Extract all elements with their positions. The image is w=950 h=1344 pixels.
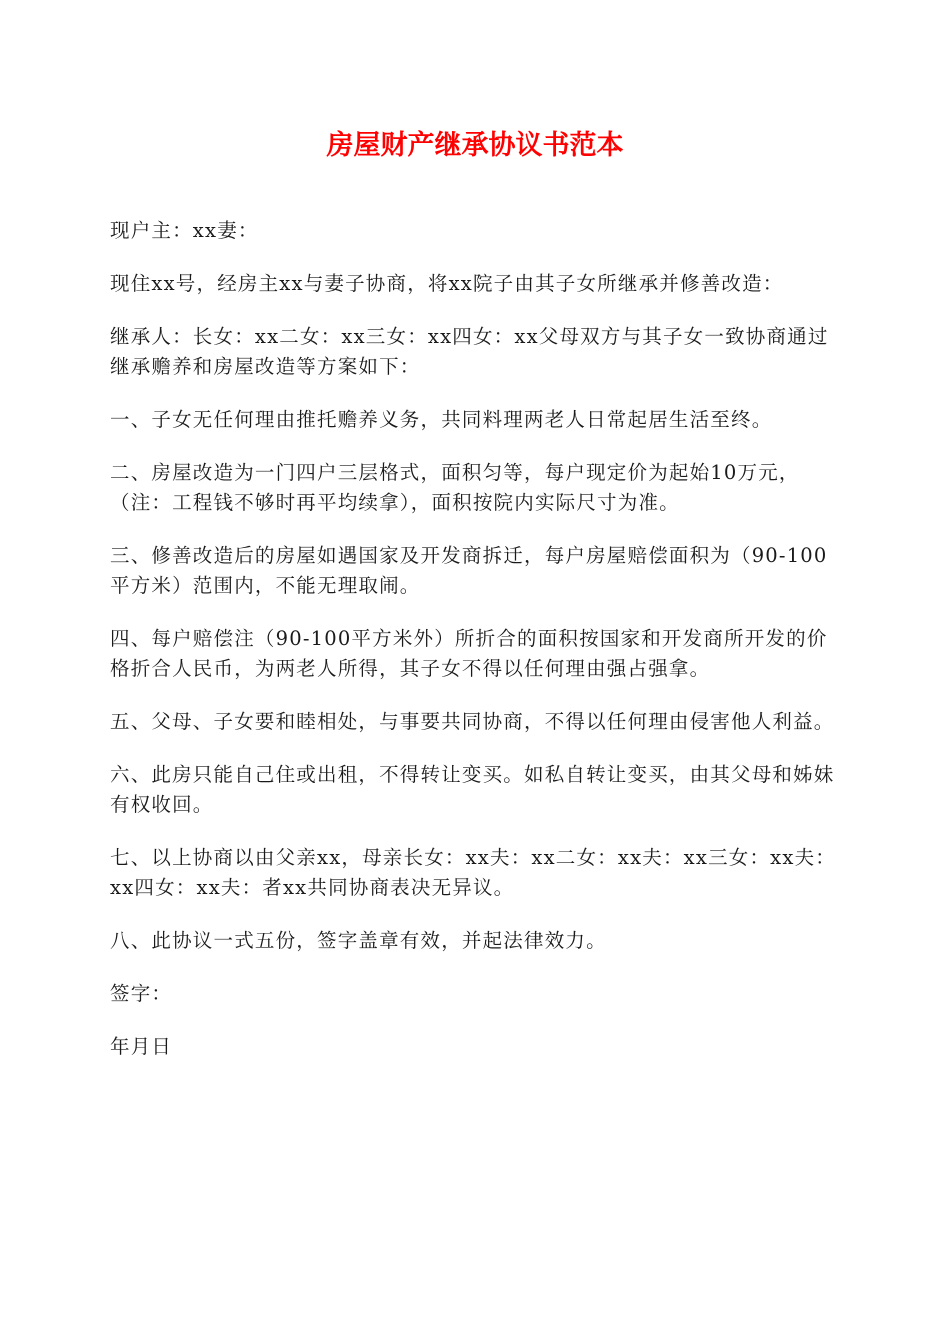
clause-8: 八、此协议一式五份，签字盖章有效，并起法律效力。 <box>110 929 607 952</box>
clause-6: 六、此房只能自己住或出租，不得转让变买。如私自转让变买，由其父母和姊妹有权收回。 <box>110 763 835 816</box>
document-title: 房屋财产继承协议书范本 <box>326 130 624 161</box>
clause-5: 五、父母、子女要和睦相处，与事要共同协商，不得以任何理由侵害他人利益。 <box>110 710 835 733</box>
clause-7: 七、以上协商以由父亲xx，母亲长女：xx夫：xx二女：xx夫：xx三女：xx夫：xx四女：xx夫：者xx共同协商表决无异议。 <box>110 846 836 899</box>
paragraph-residence: 现住xx号，经房主xx与妻子协商，将xx院子由其子女所继承并修善改造： <box>110 272 784 295</box>
clause-2: 二、房屋改造为一门四户三层格式，面积匀等，每户现定价为起始10万元，（注：工程钱不够时再平均续拿），面积按院内实际尺寸为准。 <box>110 461 800 514</box>
paragraph-owner: 现户主：xx妻： <box>110 219 259 242</box>
date-line: 年月日 <box>110 1035 173 1058</box>
document-body <box>110 216 845 1085</box>
paragraph-heirs: 继承人：长女：xx二女：xx三女：xx四女：xx父母双方与其子女一致协商通过继承赡养和房屋改造等方案如下： <box>110 325 829 378</box>
clause-1: 一、子女无任何理由推托赡养义务，共同料理两老人日常起居生活至终。 <box>110 408 773 431</box>
clause-4: 四、每户赔偿注（90-100平方米外）所折合的面积按国家和开发商所开发的价格折合人民币，为两老人所得，其子女不得以任何理由强占强拿。 <box>110 627 828 680</box>
signature-line: 签字： <box>110 982 173 1005</box>
clause-3: 三、修善改造后的房屋如遇国家及开发商拆迁，每户房屋赔偿面积为（90-100平方米）范围内，不能无理取闹。 <box>110 544 828 597</box>
